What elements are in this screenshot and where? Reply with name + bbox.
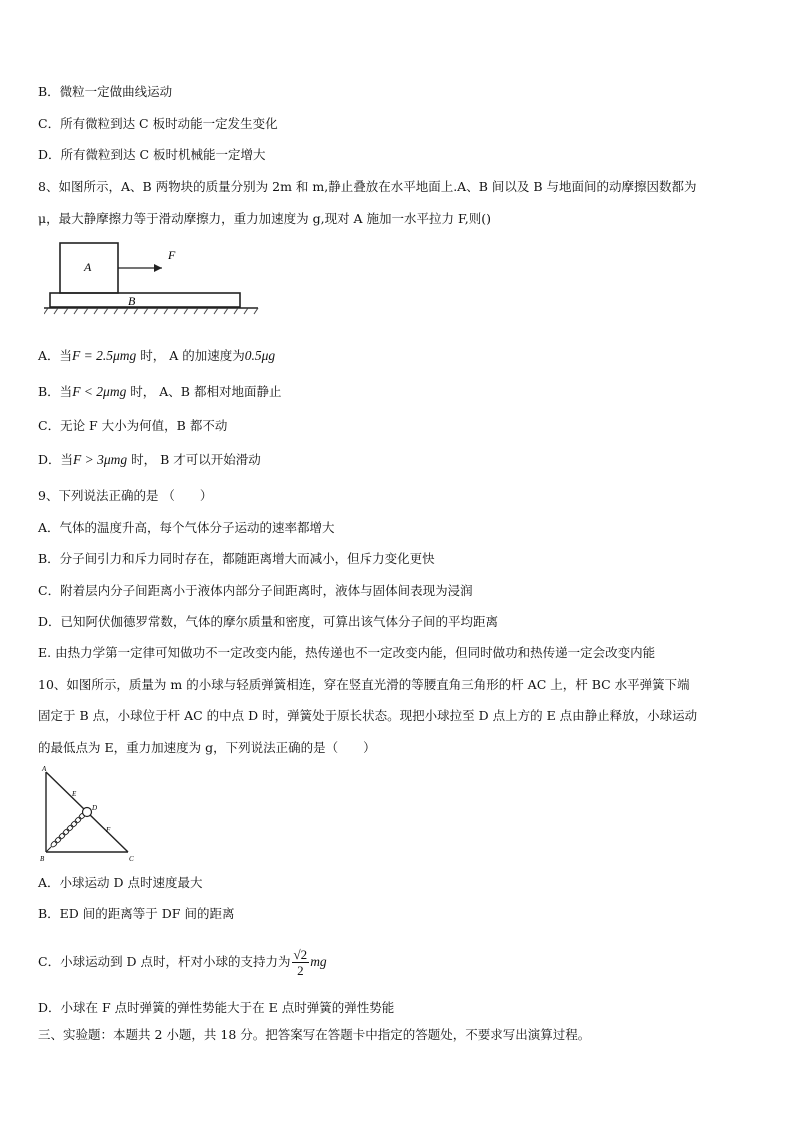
q7-option-d: D．所有微粒到达 C 板时机械能一定增大 — [38, 147, 266, 162]
q7-option-b: B．微粒一定做曲线运动 — [38, 84, 173, 99]
q9-option-c: C．附着层内分子间距离小于液体内部分子间距离时，液体与固体间表现为浸润 — [38, 583, 473, 598]
q8-stem-line2: μ，最大静摩擦力等于滑动摩擦力，重力加速度为 g,现对 A 施加一水平拉力 F,则() — [38, 211, 491, 226]
section3-header: 三、实验题：本题共 2 小题，共 18 分。把答案写在答题卡中指定的答题处，不要求写出演算过程。 — [38, 1027, 591, 1042]
q8-option-b: B．当F < 2μmg 时， A、B 都相对地面静止 — [38, 384, 282, 399]
q10-label-c: C — [129, 855, 134, 863]
q9-option-d: D．已知阿伏伽德罗常数，气体的摩尔质量和密度，可算出该气体分子间的平均距离 — [38, 614, 499, 629]
q8-option-c: C．无论 F 大小为何值，B 都不动 — [38, 418, 228, 433]
q10-label-a: A — [42, 765, 47, 773]
q10-stem-line2: 固定于 B 点，小球位于杆 AC 的中点 D 时，弹簧处于原长状态。现把小球拉至 D 点上方的 E 点由静止释放，小球运动 — [38, 708, 698, 723]
q10-option-d: D．小球在 F 点时弹簧的弹性势能大于在 E 点时弹簧的弹性势能 — [38, 1000, 395, 1015]
q10-stem-line3: 的最低点为 E，重力加速度为 g，下列说法正确的是（ ） — [38, 740, 376, 755]
q10-stem-line1: 10、如图所示，质量为 m 的小球与轻质弹簧相连，穿在竖直光滑的等腰直角三角形的杆 AC 上，杆 BC 水平弹簧下端 — [38, 677, 690, 692]
q8-option-a: A．当F = 2.5μmg 时， A 的加速度为0.5μg — [38, 348, 276, 363]
q8-label-b: B — [128, 294, 136, 308]
q10-label-b: B — [40, 855, 45, 863]
q8-option-d: D．当F > 3μmg 时， B 才可以开始滑动 — [38, 452, 261, 467]
q10-label-e: E — [72, 790, 77, 798]
q7-option-c: C．所有微粒到达 C 板时动能一定发生变化 — [38, 116, 278, 131]
q10-c-fraction: $\frac{√2}{2}$ — [293, 947, 308, 978]
q9-stem: 9、下列说法正确的是 （ ） — [38, 488, 213, 503]
q10-label-d: D — [92, 804, 98, 812]
q8-stem-line1: 8、如图所示，A、B 两物块的质量分别为 2m 和 m,静止叠放在水平地面上.A、B 间以及 B 与地面间的动摩擦因数都为 — [38, 179, 697, 194]
q8-label-f: F — [168, 248, 176, 262]
q10-figure-triangle — [34, 764, 144, 868]
q10-option-b: B．ED 间的距离等于 DF 间的距离 — [38, 906, 235, 921]
q10-option-a: A．小球运动 D 点时速度最大 — [38, 875, 203, 890]
q8-label-a: A — [84, 260, 92, 274]
q10-option-c: C．小球运动到 D 点时，杆对小球的支持力为 $\frac{√2}{2}$ mg — [38, 947, 327, 978]
q9-option-a: A．气体的温度升高，每个气体分子运动的速率都增大 — [38, 520, 335, 535]
q8-figure-blocks — [44, 240, 264, 320]
q10-label-f: F — [106, 826, 111, 834]
q9-option-b: B．分子间引力和斥力同时存在，都随距离增大而减小，但斥力变化更快 — [38, 551, 435, 566]
q9-option-e: E. 由热力学第一定律可知做功不一定改变内能，热传递也不一定改变内能，但同时做功和热传递一定会改变内能 — [38, 645, 656, 660]
